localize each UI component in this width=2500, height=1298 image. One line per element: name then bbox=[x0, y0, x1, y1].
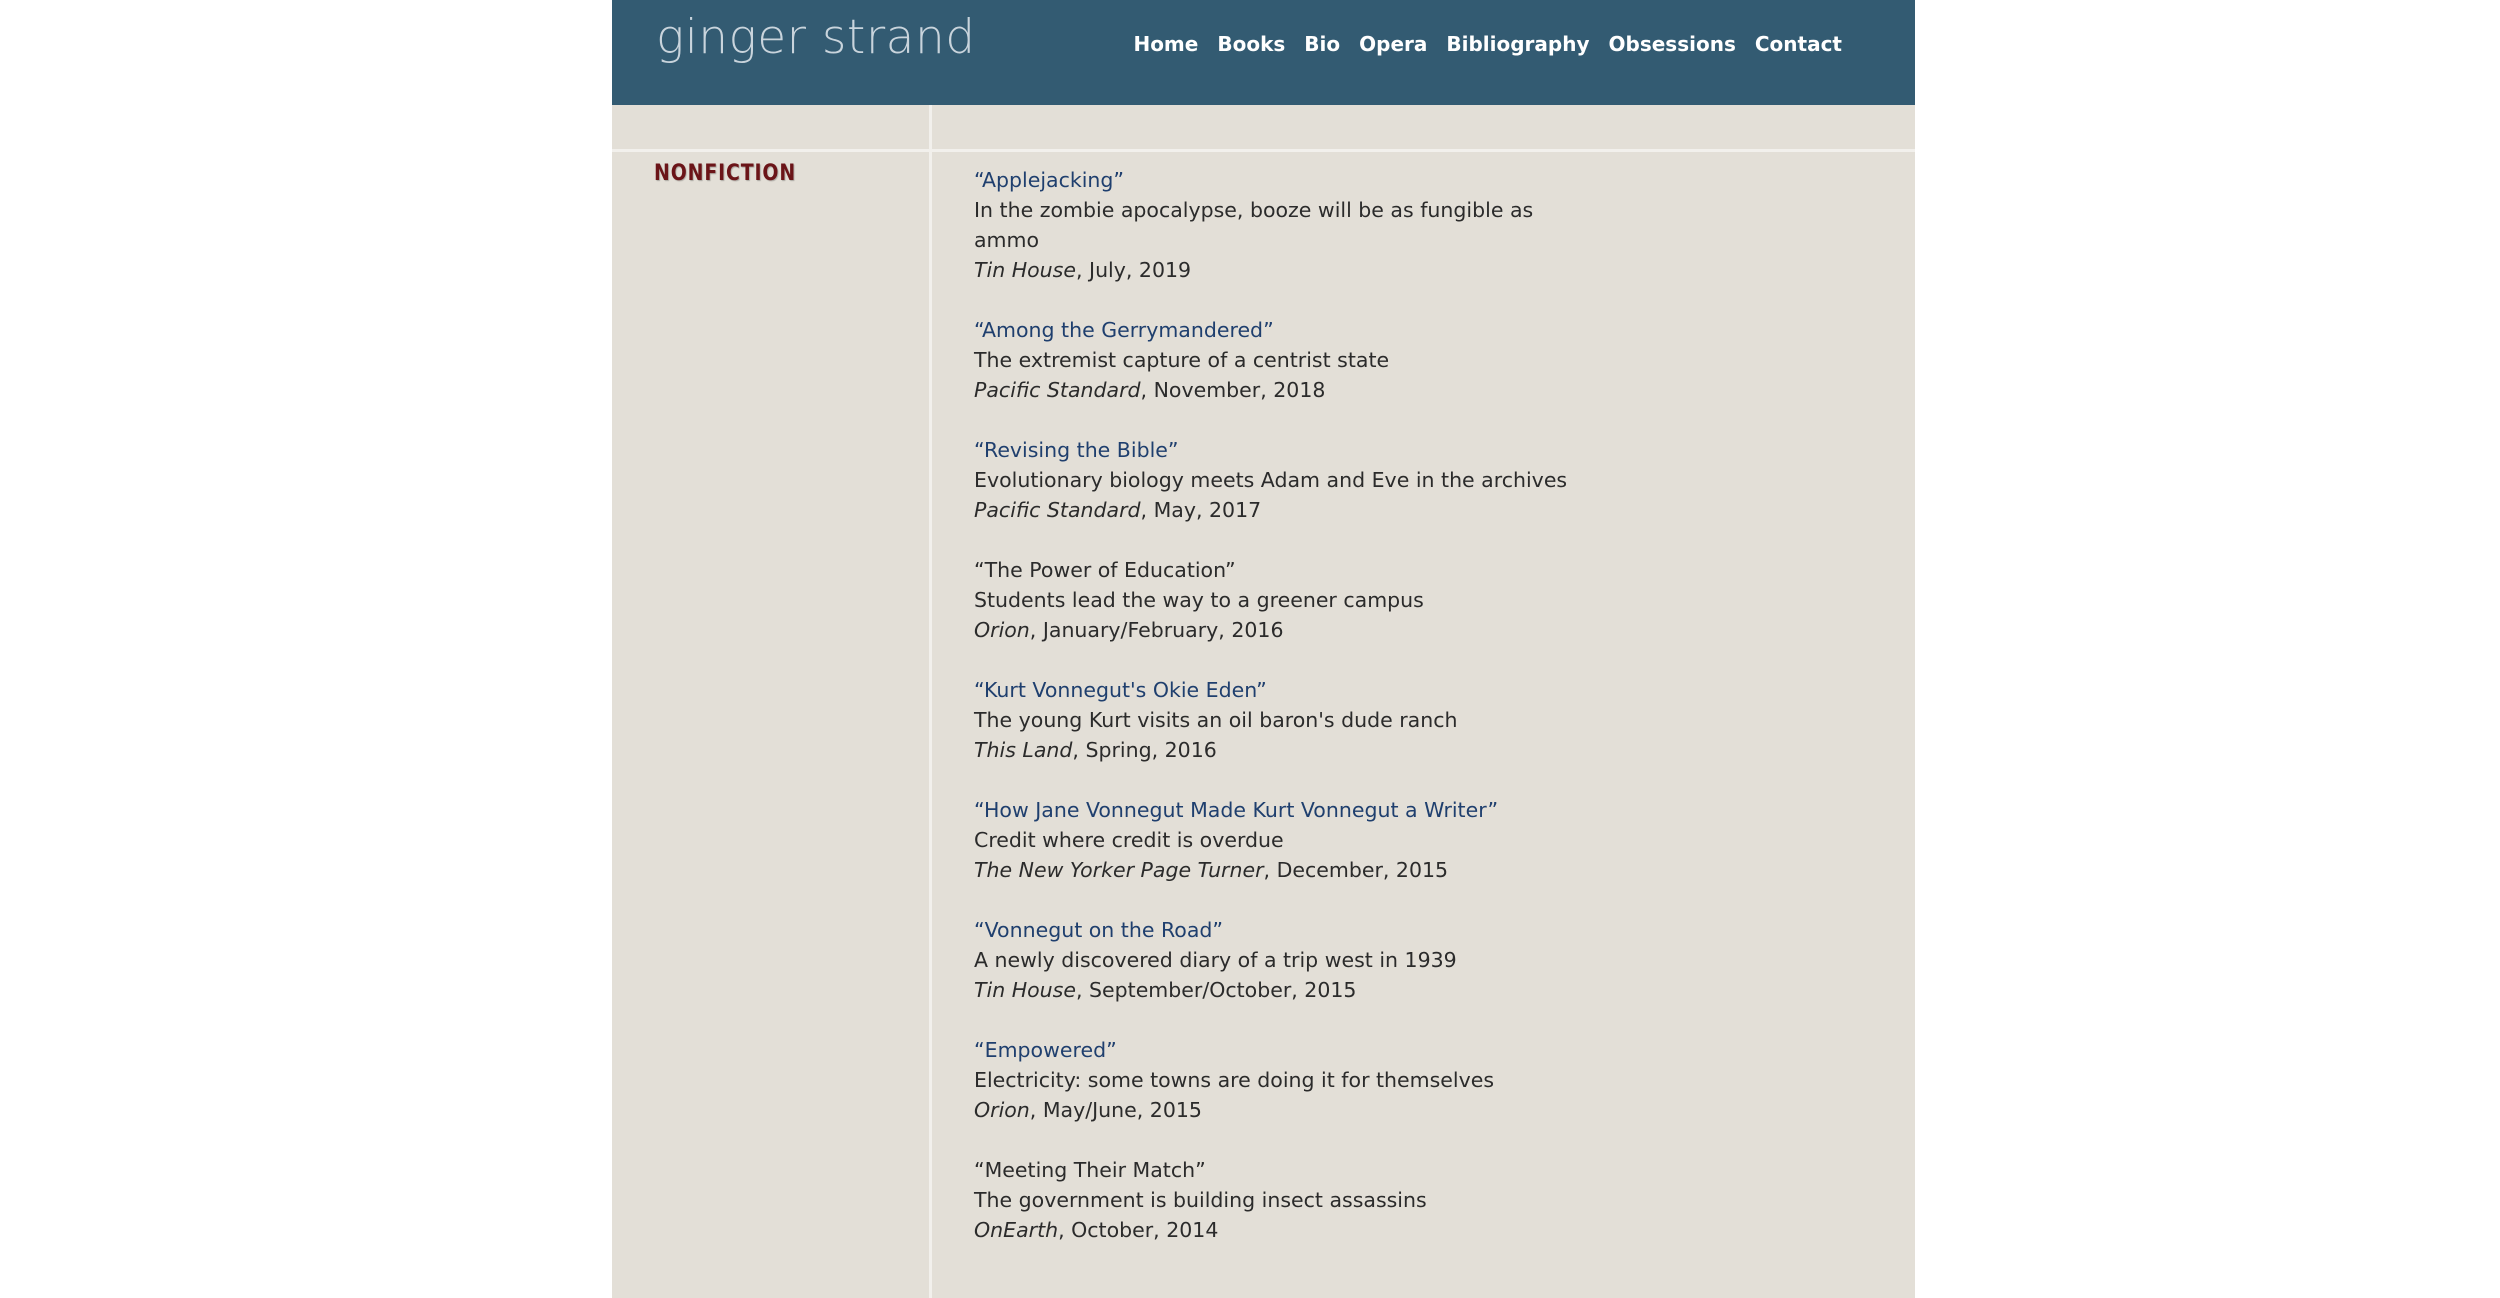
nav-bio[interactable]: Bio bbox=[1304, 32, 1341, 56]
article-description: Electricity: some towns are doing it for themselves bbox=[974, 1068, 1495, 1092]
article-entry bbox=[974, 915, 1574, 1005]
site-logo[interactable]: ginger strand bbox=[656, 10, 976, 65]
publication-name: Orion bbox=[974, 1098, 1030, 1122]
article-publication-line bbox=[974, 855, 1574, 885]
nav-opera[interactable]: Opera bbox=[1359, 32, 1428, 56]
article-publication-line bbox=[974, 255, 1574, 285]
publication-date: , July, 2019 bbox=[1075, 258, 1192, 282]
article-title-link[interactable]: “How Jane Vonnegut Made Kurt Vonnegut a Writer” bbox=[974, 798, 1499, 822]
publication-date: , November, 2018 bbox=[1140, 378, 1326, 402]
content-panel bbox=[612, 105, 1915, 1298]
main-nav bbox=[1114, 34, 1842, 54]
article-publication-line bbox=[974, 975, 1574, 1005]
article-entry bbox=[974, 795, 1574, 885]
article-description: Evolutionary biology meets Adam and Eve in the archives bbox=[974, 468, 1568, 492]
nav-contact[interactable]: Contact bbox=[1754, 32, 1842, 56]
section-heading-nonfiction: NONFICTION bbox=[654, 161, 797, 186]
article-entry bbox=[974, 1155, 1574, 1245]
article-entry bbox=[974, 315, 1574, 405]
row-divider bbox=[612, 149, 1915, 152]
article-description: The young Kurt visits an oil baron's dude ranch bbox=[974, 708, 1458, 732]
article-publication-line bbox=[974, 735, 1574, 765]
article-description: The government is building insect assassins bbox=[974, 1188, 1427, 1212]
article-entry bbox=[974, 675, 1574, 765]
article-publication-line bbox=[974, 1095, 1574, 1125]
nav-bibliography[interactable]: Bibliography bbox=[1446, 32, 1590, 56]
article-description: A newly discovered diary of a trip west in 1939 bbox=[974, 948, 1457, 972]
article-publication-line bbox=[974, 495, 1574, 525]
article-title: “Meeting Their Match” bbox=[974, 1158, 1206, 1182]
publication-name: OnEarth bbox=[974, 1218, 1059, 1242]
article-entry bbox=[974, 1035, 1574, 1125]
article-publication-line bbox=[974, 375, 1574, 405]
publication-date: , Spring, 2016 bbox=[1072, 738, 1217, 762]
publication-name: Tin House bbox=[974, 258, 1076, 282]
article-publication-line bbox=[974, 1215, 1574, 1245]
article-title-link[interactable]: “Empowered” bbox=[974, 1038, 1117, 1062]
article-title-link[interactable]: “Kurt Vonnegut's Okie Eden” bbox=[974, 678, 1267, 702]
publication-name: Pacific Standard bbox=[974, 378, 1141, 402]
article-title: “The Power of Education” bbox=[974, 558, 1236, 582]
nav-obsessions[interactable]: Obsessions bbox=[1608, 32, 1736, 56]
publication-name: This Land bbox=[974, 738, 1073, 762]
publication-name: Pacific Standard bbox=[974, 498, 1141, 522]
article-title-link[interactable]: “Among the Gerrymandered” bbox=[974, 318, 1274, 342]
article-title-link[interactable]: “Applejacking” bbox=[974, 168, 1125, 192]
publication-date: , December, 2015 bbox=[1263, 858, 1449, 882]
publication-name: Orion bbox=[974, 618, 1030, 642]
publication-date: , September/October, 2015 bbox=[1075, 978, 1357, 1002]
article-description: The extremist capture of a centrist state bbox=[974, 348, 1390, 372]
publication-name: Tin House bbox=[974, 978, 1076, 1002]
column-divider bbox=[929, 105, 932, 1298]
article-entry bbox=[974, 435, 1574, 525]
publication-date: , October, 2014 bbox=[1058, 1218, 1219, 1242]
publication-date: , January/February, 2016 bbox=[1029, 618, 1284, 642]
article-title-link[interactable]: “Revising the Bible” bbox=[974, 438, 1179, 462]
publication-name: The New Yorker Page Turner bbox=[974, 858, 1264, 882]
site-header bbox=[612, 0, 1915, 105]
article-publication-line bbox=[974, 615, 1574, 645]
article-entry bbox=[974, 555, 1574, 645]
article-entry bbox=[974, 165, 1574, 285]
article-list bbox=[974, 165, 1574, 1275]
nav-books[interactable]: Books bbox=[1217, 32, 1286, 56]
article-description: Credit where credit is overdue bbox=[974, 828, 1284, 852]
nav-home[interactable]: Home bbox=[1133, 32, 1199, 56]
publication-date: , May, 2017 bbox=[1140, 498, 1262, 522]
article-description: In the zombie apocalypse, booze will be as fungible as ammo bbox=[974, 198, 1534, 252]
article-description: Students lead the way to a greener campus bbox=[974, 588, 1424, 612]
publication-date: , May/June, 2015 bbox=[1029, 1098, 1202, 1122]
article-title-link[interactable]: “Vonnegut on the Road” bbox=[974, 918, 1224, 942]
